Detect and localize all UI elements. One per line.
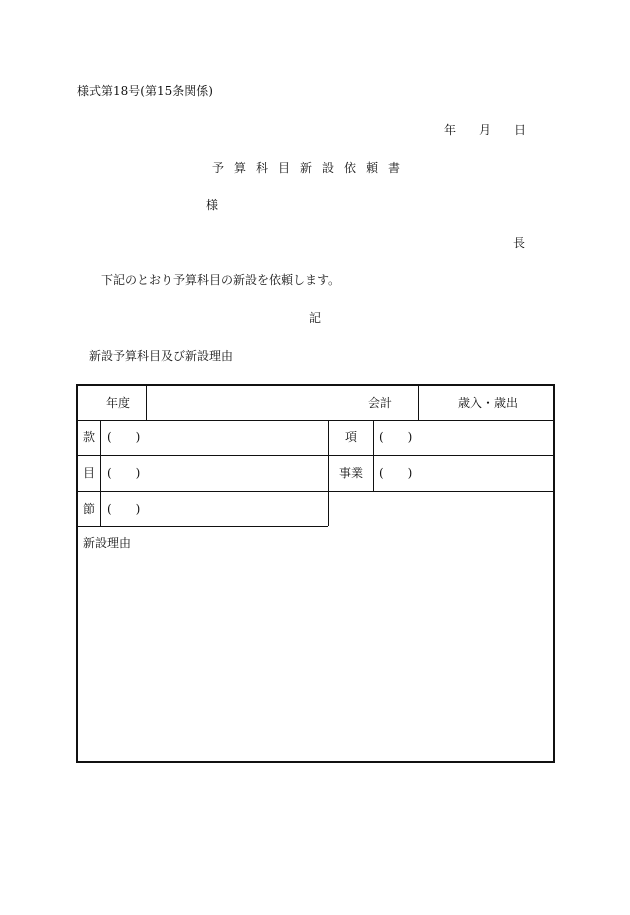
kou-paren: ( ) xyxy=(379,430,413,444)
date-line xyxy=(444,124,526,136)
fiscal-year-label: 年度 xyxy=(106,396,131,410)
section-heading: 新設予算科目及び新設理由 xyxy=(89,349,234,363)
project-label: 事業 xyxy=(339,466,364,480)
row-divider xyxy=(78,491,553,492)
intro-sentence: 下記のとおり予算科目の新設を依頼します。 xyxy=(101,273,341,287)
revenue-expenditure-label: 歳入・歳出 xyxy=(458,396,519,410)
column-divider xyxy=(373,420,374,491)
kou-label: 項 xyxy=(345,430,358,444)
column-divider xyxy=(328,420,329,526)
kan-paren: ( ) xyxy=(107,430,141,444)
account-label: 会計 xyxy=(368,396,393,410)
column-divider xyxy=(146,386,147,420)
form-number: 様式第18号(第15条関係) xyxy=(77,84,213,98)
kan-label: 款 xyxy=(83,430,96,444)
column-divider xyxy=(100,420,101,526)
date-day-label: 日 xyxy=(513,123,526,137)
addressee-honorific: 様 xyxy=(206,198,219,212)
row-divider xyxy=(78,455,553,456)
budget-item-form-table xyxy=(76,384,555,763)
setsu-label: 節 xyxy=(83,502,96,516)
project-paren: ( ) xyxy=(379,466,413,480)
column-divider xyxy=(418,386,419,420)
sender-title: 長 xyxy=(513,236,526,250)
reason-label: 新設理由 xyxy=(83,536,132,550)
date-month-label: 月 xyxy=(478,123,491,137)
row-divider xyxy=(78,420,553,421)
moku-paren: ( ) xyxy=(107,466,141,480)
document-title: 予算科目新設依頼書 xyxy=(212,161,411,175)
setsu-paren: ( ) xyxy=(107,502,141,516)
moku-label: 目 xyxy=(83,466,96,480)
date-year-label: 年 xyxy=(444,123,457,137)
ki-heading: 記 xyxy=(309,311,322,325)
row-divider xyxy=(78,526,328,527)
